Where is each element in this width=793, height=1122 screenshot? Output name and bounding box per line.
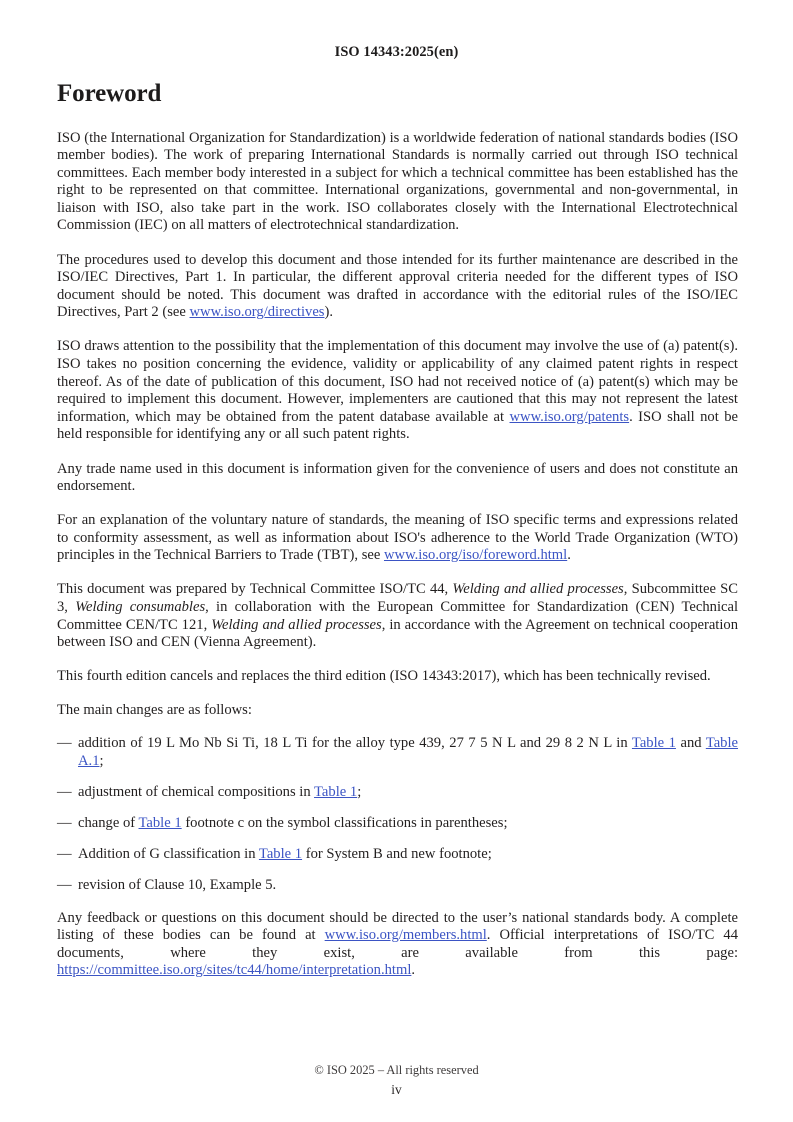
list-item-text-segment: ; (99, 752, 104, 769)
em-dash-bullet: — (57, 783, 72, 800)
paragraph-main-changes-intro (57, 702, 738, 720)
page-title: Foreword (57, 80, 162, 107)
list-item-text-segment: ; (357, 783, 362, 800)
paragraph-text-segment: , in accordance with the Agreement on technical cooperation between ISO and CEN (Vienna Agreement). (57, 616, 739, 651)
paragraph-text-segment: Any feedback or questions on this document should be directed to the user’s national standards body. A complete listing of these bodies can be found at (57, 909, 738, 944)
list-item-text-segment: Addition of G classification in (78, 845, 259, 862)
list-item (57, 784, 738, 802)
em-dash-bullet: — (57, 845, 72, 862)
paragraph-text: Any trade name used in this document is information given for the convenience of users and does not constitute an endorsement. (57, 460, 738, 495)
main-changes-list (57, 735, 738, 895)
paragraph-text-segment: . Official interpretations of ISO/TC 44 documents, where they exist, are available from this page: (57, 927, 739, 961)
paragraph-text: The main changes are as follows: (57, 702, 252, 719)
link-iso-foreword[interactable]: www.iso.org/iso/foreword.html (383, 547, 568, 564)
paragraph-text-before-link: The procedures used to develop this document and those intended for its further maintenance are described in the ISO/IEC Directives, Part 1. In particular, the different approval criteria needed for the different types of ISO document should be noted. This document was drafted in accordance with the editorial rules of the ISO/IEC Directives, Part 2 (see (57, 251, 738, 321)
list-item-text-segment: footnote c on the symbol classifications in parentheses; (181, 814, 508, 831)
paragraph-edition-note (57, 668, 738, 686)
link-table-a1[interactable]: Table A.1 (78, 735, 739, 769)
em-dash-bullet: — (57, 814, 72, 831)
paragraph-text-after-link: . ISO shall not be held responsible for identifying any or all such patent rights. (57, 408, 738, 443)
paragraph-procedures (57, 252, 738, 322)
list-item-text-segment: change of (78, 814, 139, 831)
document-body (57, 80, 738, 996)
paragraph-text-before-link: For an explanation of the voluntary nature of standards, the meaning of ISO specific terms and expressions related to conformity assessment, as well as information about ISO's adherence to the World Trade Organization (WTO) principles in the Technical Barriers to Trade (TBT), see (57, 512, 738, 564)
paragraph-trade-name (57, 461, 738, 496)
link-table-1[interactable]: Table 1 (258, 845, 303, 862)
list-item (57, 735, 738, 770)
link-iso-members[interactable]: www.iso.org/members.html (324, 927, 487, 944)
paragraph-text-segment: , Subcommittee SC 3, (57, 581, 738, 616)
link-tc44-interpretation[interactable]: https://committee.iso.org/sites/tc44/home/interpretation.html (57, 962, 412, 979)
link-table-1[interactable]: Table 1 (631, 735, 676, 752)
subcommittee-title-welding-consumables: Welding consumables (75, 599, 206, 616)
paragraph-text-after-link: ). (324, 304, 334, 321)
list-item-text-segment: and (675, 735, 706, 752)
paragraph-text: This fourth edition cancels and replaces the third edition (ISO 14343:2017), which has been technically revised. (57, 668, 711, 685)
paragraph-text-after-link: . (567, 547, 571, 564)
paragraph-technical-committee (57, 581, 738, 651)
list-item (57, 815, 738, 833)
paragraph-text-segment: , in collaboration with the European Committee for Standardization (CEN) Technical Committee CEN/TC 121, (57, 599, 739, 633)
link-table-1[interactable]: Table 1 (314, 783, 358, 800)
paragraph-feedback (57, 910, 738, 980)
list-item-text-segment: addition of 19 L Mo Nb Si Ti, 18 L Ti for the alloy type 439, 27 7 5 N L and 29 8 2 N L in (78, 735, 632, 752)
footer-page-number: iv (391, 1082, 402, 1097)
paragraph-voluntary-nature (57, 512, 738, 565)
paragraph-text: ISO (the International Organization for Standardization) is a worldwide federation of national standards bodies (ISO member bodies). The work of preparing International Standards is normally carried out through ISO technical committees. Each member body interested in a subject for which a technical committee has been established has the right to be represented on that committee. International organizations, governmental and non-governmental, in liaison with ISO, also take part in the work. ISO collaborates closely with the International Electrotechnical Commission (IEC) on all matters of electrotechnical standardization. (57, 129, 738, 234)
paragraph-patents (57, 338, 738, 444)
paragraph-text-segment: . (411, 962, 416, 979)
paragraph-text-before-link: ISO draws attention to the possibility that the implementation of this document may involve the use of (a) patent(s). ISO takes no position concerning the evidence, validity or applicability of any claimed patent rights in respect thereof. As of the date of publication of this document, ISO had not received notice of (a) patent(s) which may be required to implement this document. However, implementers are cautioned that this may not represent the latest information, which may be obtained from the patent database available at (57, 338, 738, 425)
link-iso-directives[interactable]: www.iso.org/directives (189, 304, 325, 321)
link-table-1[interactable]: Table 1 (138, 814, 182, 831)
list-item-text-segment: adjustment of chemical compositions in (78, 783, 315, 800)
footer-copyright: © ISO 2025 – All rights reserved (314, 1063, 479, 1077)
link-iso-patents[interactable]: www.iso.org/patents (509, 408, 630, 425)
cen-committee-title-welding-allied-processes: Welding and allied processes (211, 616, 382, 633)
list-item (57, 846, 738, 864)
paragraph-iso-definition (57, 130, 738, 236)
list-item (57, 877, 738, 895)
committee-title-welding-allied-processes: Welding and allied processes (452, 581, 624, 598)
running-head: ISO 14343:2025(en) (334, 44, 459, 60)
paragraph-text-segment: This document was prepared by Technical Committee ISO/TC 44, (57, 581, 453, 598)
em-dash-bullet: — (57, 877, 72, 893)
list-item-text-segment: revision of Clause 10, Example 5. (78, 877, 277, 893)
em-dash-bullet: — (57, 735, 72, 752)
list-item-text-segment: for System B and new footnote; (302, 845, 492, 862)
